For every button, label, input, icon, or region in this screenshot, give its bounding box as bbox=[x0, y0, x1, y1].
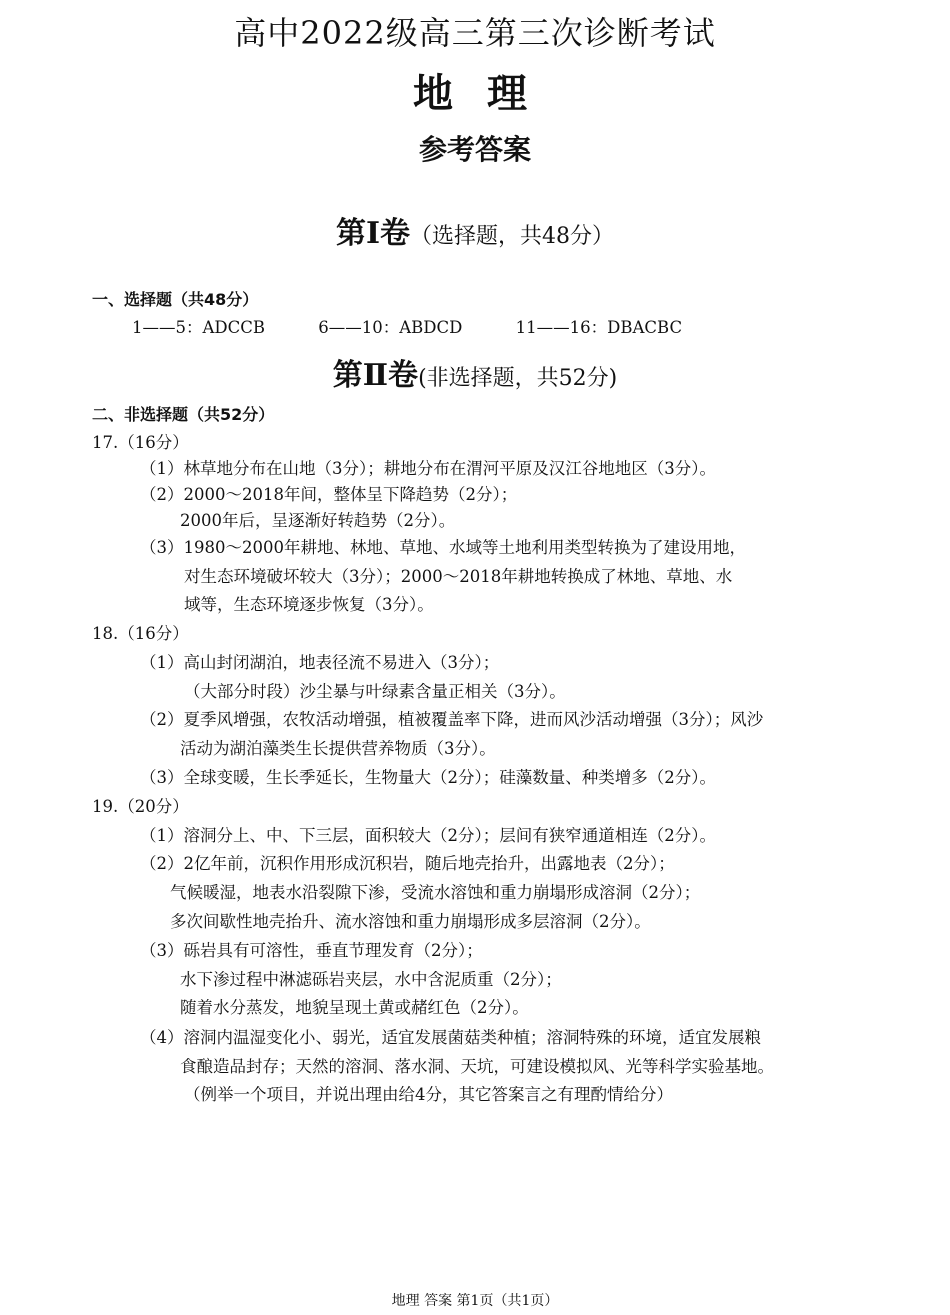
volume-1-heading bbox=[0, 208, 950, 252]
exam-title: 高中2022级高三第三次诊断考试 bbox=[234, 14, 716, 52]
volume-2-heading bbox=[0, 350, 950, 394]
q19-line: 气候暖湿，地表水沿裂隙下渗，受流水溶蚀和重力崩塌形成溶洞（2分）； bbox=[170, 883, 701, 902]
section-2-heading: 二、非选择题（共52分） bbox=[92, 405, 275, 424]
q19-line: （2）2亿年前，沉积作用形成沉积岩，随后地壳抬升，出露地表（2分）； bbox=[140, 854, 675, 873]
q17-label: 17.（16分） bbox=[92, 433, 189, 452]
volume-1-subtitle: （选择题，共48分） bbox=[410, 224, 615, 249]
section-1-heading: 一、选择题（共48分） bbox=[92, 290, 259, 309]
q17-line: （1）林草地分布在山地（3分）；耕地分布在渭河平原及汉江谷地地区（3分）。 bbox=[140, 459, 716, 478]
q19-line: 多次间歇性地壳抬升、流水溶蚀和重力崩塌形成多层溶洞（2分）。 bbox=[170, 912, 651, 931]
q17-line: （2）2000～2018年间，整体呈下降趋势（2分）； bbox=[140, 485, 518, 504]
mc-answer-group: 11——16：DBACBC bbox=[515, 318, 683, 337]
subject-title: 地 理 bbox=[413, 71, 537, 117]
q19-line: （1）溶洞分上、中、下三层，面积较大（2分）；层间有狭窄通道相连（2分）。 bbox=[140, 826, 716, 845]
mc-answer-group: 1——5：ADCCB bbox=[132, 318, 266, 337]
volume-1-title: 第Ⅰ卷 bbox=[335, 216, 411, 251]
q19-label: 19.（20分） bbox=[92, 797, 189, 816]
q17-line: 域等，生态环境逐步恢复（3分）。 bbox=[184, 595, 434, 614]
q19-line: （4）溶洞内温湿变化小、弱光，适宜发展菌菇类种植；溶洞特殊的环境，适宜发展粮 bbox=[140, 1028, 761, 1047]
q18-line: （大部分时段）沙尘暴与叶绿素含量正相关（3分）。 bbox=[184, 682, 566, 701]
mc-answer-group: 6——10：ABDCD bbox=[318, 318, 463, 337]
q19-line: 食酿造品封存；天然的溶洞、落水洞、天坑，可建设模拟风、光等科学实验基地。 bbox=[180, 1057, 774, 1076]
page-footer: 地理 答案 第1页（共1页） bbox=[391, 1293, 559, 1309]
volume-2-subtitle: (非选择题，共52分) bbox=[418, 366, 618, 391]
q18-line: （1）高山封闭湖泊，地表径流不易进入（3分）； bbox=[140, 653, 500, 672]
volume-2-title: 第Ⅱ卷 bbox=[332, 358, 419, 393]
q17-line: （3）1980～2000年耕地、林地、草地、水域等土地利用类型转换为了建设用地， bbox=[140, 538, 746, 557]
q19-line: 水下渗过程中淋滤砾岩夹层，水中含泥质重（2分）； bbox=[180, 970, 562, 989]
q17-line: 对生态环境破坏较大（3分）；2000～2018年耕地转换成了林地、草地、水 bbox=[184, 567, 733, 586]
q18-line: （2）夏季风增强，农牧活动增强，植被覆盖率下降，进而风沙活动增强（3分）；风沙 bbox=[140, 710, 764, 729]
q18-label: 18.（16分） bbox=[92, 624, 189, 643]
q19-line: 随着水分蒸发，地貌呈现土黄或赭红色（2分）。 bbox=[180, 998, 529, 1017]
mc-answers bbox=[132, 314, 730, 338]
q19-line: （3）砾岩具有可溶性，垂直节理发育（2分）； bbox=[140, 941, 483, 960]
answer-key-label: 参考答案 bbox=[418, 133, 531, 166]
q17-line: 2000年后，呈逐渐好转趋势（2分）。 bbox=[180, 511, 456, 530]
q18-line: 活动为湖泊藻类生长提供营养物质（3分）。 bbox=[180, 739, 496, 758]
q18-line: （3）全球变暖，生长季延长，生物量大（2分）；硅藻数量、种类增多（2分）。 bbox=[140, 768, 716, 787]
q19-line: （例举一个项目，并说出理由给4分，其它答案言之有理酌情给分） bbox=[184, 1085, 673, 1104]
